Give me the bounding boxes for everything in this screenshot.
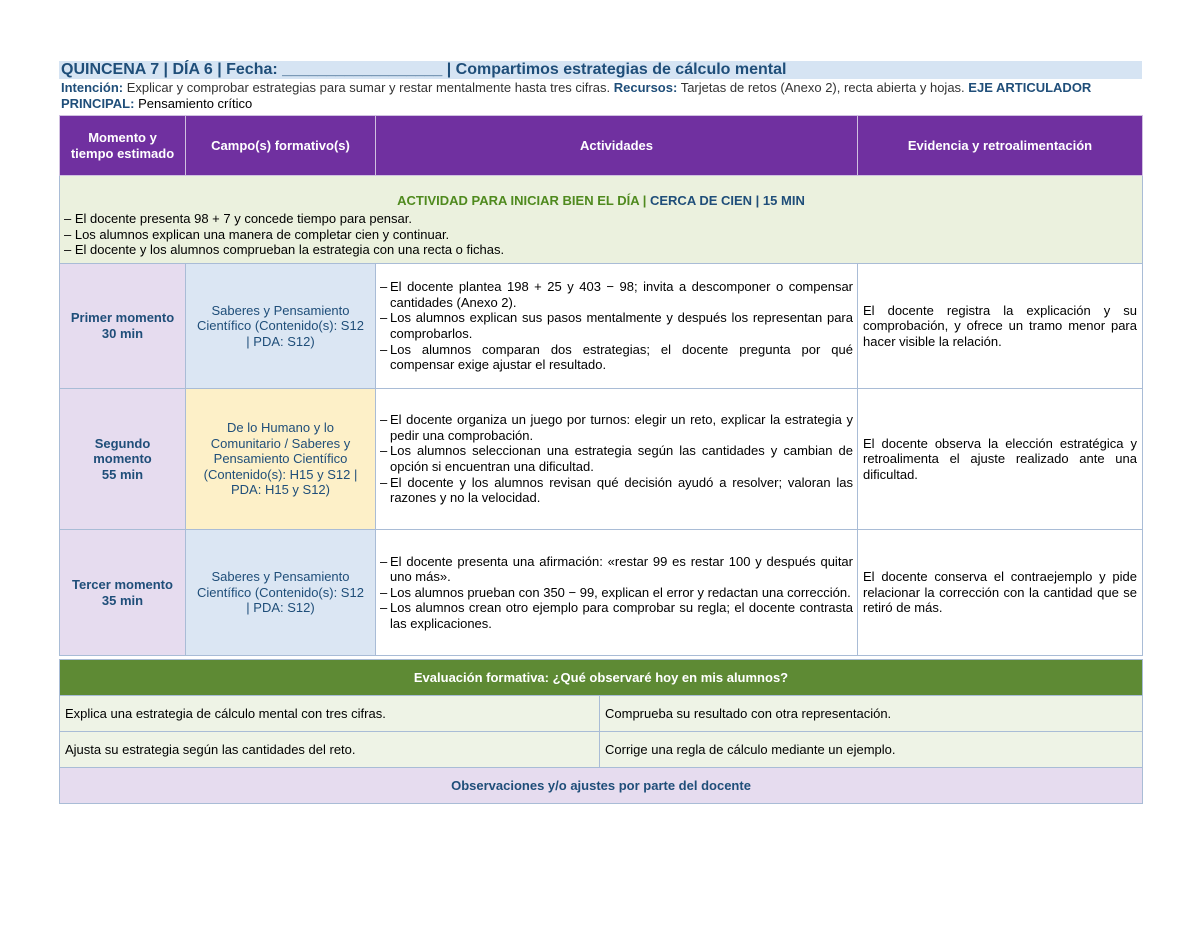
activities-cell bbox=[376, 389, 858, 530]
header-campo: Campo(s) formativo(s) bbox=[186, 116, 376, 176]
warmup-row bbox=[60, 176, 1143, 264]
evaluation-item: Corrige una regla de cálculo mediante un ejemplo. bbox=[600, 732, 1143, 768]
evaluation-heading: Evaluación formativa: ¿Qué observaré hoy en mis alumnos? bbox=[60, 660, 1143, 696]
evaluation-item: Explica una estrategia de cálculo mental con tres cifras. bbox=[60, 696, 600, 732]
evaluation-item: Comprueba su resultado con otra representación. bbox=[600, 696, 1143, 732]
header-evidencia: Evidencia y retroalimentación bbox=[858, 116, 1143, 176]
activity-item: – Los alumnos comparan dos estrategias; el docente pregunta por qué compensar exige ajustar el resultado. bbox=[380, 341, 853, 373]
activity-item: – Los alumnos seleccionan una estrategia según las cantidades y cambian de opción si encuentran una dificultad. bbox=[380, 443, 853, 474]
warmup-title-green: ACTIVIDAD PARA INICIAR BIEN EL DÍA | bbox=[397, 193, 647, 209]
moment-cell bbox=[60, 389, 186, 530]
campo-cell: Saberes y Pensamiento Científico (Contenido(s): S12 | PDA: S12) bbox=[186, 530, 376, 656]
evidence-cell: El docente conserva el contraejemplo y pide relacionar la corrección con la cantidad que se retiró de más. bbox=[858, 530, 1143, 656]
evaluation-header-row bbox=[60, 660, 1143, 696]
moment-name: Primer momento bbox=[70, 310, 175, 326]
activities-cell bbox=[376, 530, 858, 656]
header-momento: Momento y tiempo estimado bbox=[60, 116, 186, 176]
moment-name: Segundo momento bbox=[93, 435, 152, 467]
observations-heading: Observaciones y/o ajustes por parte del docente bbox=[60, 768, 1143, 804]
intencion-label: Intención: bbox=[61, 80, 124, 95]
plan-table bbox=[59, 115, 1143, 656]
plan-header-row bbox=[60, 116, 1143, 176]
header-actividades: Actividades bbox=[376, 116, 858, 176]
evidence-cell: El docente observa la elección estratégica y retroalimenta el ajuste realizado ante una dificultad. bbox=[858, 389, 1143, 530]
eje-label: EJE ARTICULADOR PRINCIPAL: bbox=[61, 80, 1092, 111]
warmup-line: – Los alumnos explican una manera de completar cien y continuar. bbox=[64, 226, 450, 242]
moment-time: 35 min bbox=[101, 592, 144, 608]
observations-row bbox=[60, 768, 1143, 804]
activity-item: – Los alumnos explican sus pasos mentalmente y después los representan para comprobarlos. bbox=[380, 310, 853, 341]
activity-item: – Los alumnos prueban con 350 − 99, explican el error y redactan una corrección. bbox=[380, 584, 851, 600]
intencion-text: Explicar y comprobar estrategias para sumar y restar mentalmente hasta tres cifras. bbox=[126, 80, 611, 95]
activity-item: – El docente presenta una afirmación: «restar 99 es restar 100 y después quitar uno más». bbox=[380, 553, 853, 585]
intro-block bbox=[61, 80, 1143, 112]
moment-time: 30 min bbox=[101, 326, 144, 341]
evaluation-row bbox=[60, 696, 1143, 732]
page-title: QUINCENA 7 | DÍA 6 | Fecha: __________________ | Compartimos estrategias de cálculo mental bbox=[59, 61, 1142, 79]
moment-cell bbox=[60, 530, 186, 656]
campo-cell: Saberes y Pensamiento Científico (Contenido(s): S12 | PDA: S12) bbox=[186, 264, 376, 389]
evidence-cell: El docente registra la explicación y su comprobación, y ofrece un tramo menor para hacer visible la relación. bbox=[858, 264, 1143, 389]
moment-cell bbox=[60, 264, 186, 389]
moment-time: 55 min bbox=[101, 466, 144, 482]
activity-item: – El docente organiza un juego por turnos: elegir un reto, explicar la estrategia y pedir una comprobación. bbox=[380, 412, 853, 443]
warmup-cell bbox=[60, 176, 1143, 264]
eje-text: Pensamiento crítico bbox=[138, 96, 253, 111]
warmup-title bbox=[64, 193, 1138, 209]
recursos-text: Tarjetas de retos (Anexo 2), recta abierta y hojas. bbox=[680, 80, 965, 95]
evaluation-row bbox=[60, 732, 1143, 768]
moment-row-1 bbox=[60, 264, 1143, 389]
moment-name: Tercer momento bbox=[72, 576, 173, 592]
evaluation-item: Ajusta su estrategia según las cantidades del reto. bbox=[60, 732, 600, 768]
evaluation-table bbox=[59, 659, 1143, 804]
activity-item: – Los alumnos crean otro ejemplo para comprobar su regla; el docente contrasta las explicaciones. bbox=[380, 600, 853, 631]
activity-item: – El docente y los alumnos revisan qué decisión ayudó a resolver; valoran las razones y no la velocidad. bbox=[380, 474, 853, 506]
warmup-title-blue: CERCA DE CIEN | 15 MIN bbox=[649, 193, 805, 209]
warmup-line: – El docente presenta 98 + 7 y concede tiempo para pensar. bbox=[64, 210, 412, 226]
moment-row-2 bbox=[60, 389, 1143, 530]
warmup-line: – El docente y los alumnos comprueban la estrategia con una recta o fichas. bbox=[64, 242, 505, 258]
campo-cell: De lo Humano y lo Comunitario / Saberes y Pensamiento Científico (Contenido(s): H15 y S12 | PDA: H15 y S12) bbox=[186, 389, 376, 530]
moment-row-3 bbox=[60, 530, 1143, 656]
activities-cell bbox=[376, 264, 858, 389]
recursos-label: Recursos: bbox=[613, 80, 678, 95]
activity-item: – El docente plantea 198 + 25 y 403 − 98; invita a descomponer o compensar cantidades (Anexo 2). bbox=[380, 279, 853, 310]
